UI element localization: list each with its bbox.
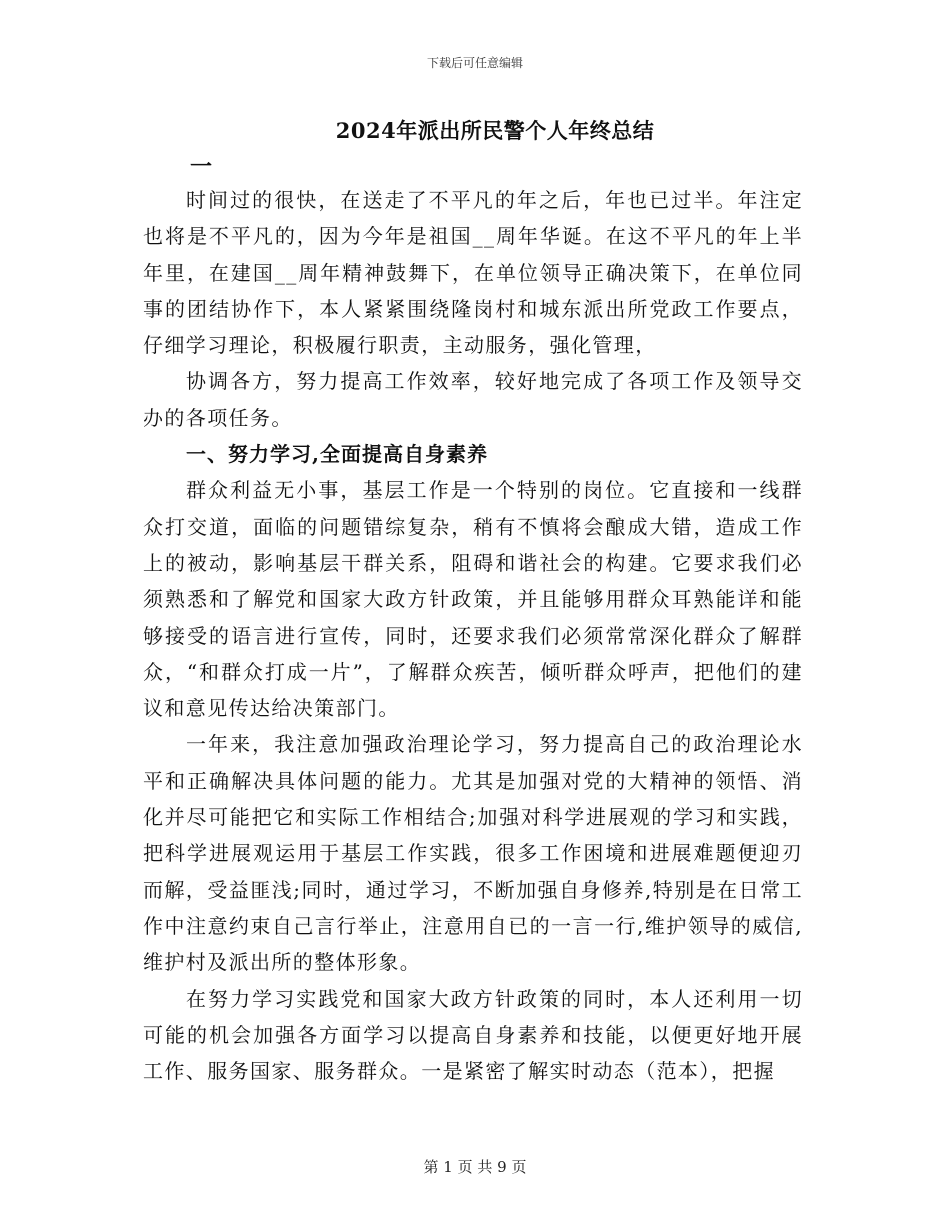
document-body <box>143 182 803 1089</box>
section-number: 一 <box>190 154 213 180</box>
header-note: 下载后可任意编辑 <box>426 56 523 70</box>
page-footer: 第 1 页 共 9 页 <box>423 1158 527 1176</box>
document-title: 2024年派出所民警个人年终总结 <box>335 118 655 143</box>
body-paragraph-2: 一年来，我注意加强政治理论学习，努力提高自己的政治理论水平和正确解决具体问题的能力。尤其是加强对党的大精神的领悟、消化并尽可能把它和实际工作相结合;加强对科学进展观的学习和实践，把科学进展观运用于基层工作实践，很多工作困境和进展难题便迎刃而解，受益匪浅;同时，通过学习，不断加强自身修养,特别是在日常工作中注意约束自己言行举止，注意用自已的一言一行,维护领导的威信,维护村及派出所的整体形象。 <box>143 732 803 975</box>
intro-paragraph-2: 协调各方，努力提高工作效率，较好地完成了各项工作及领导交办的各项任务。 <box>143 369 803 430</box>
body-paragraph-3: 在努力学习实践党和国家大政方针政策的同时，本人还利用一切可能的机会加强各方面学习以提高自身素养和技能，以便更好地开展工作、服务国家、服务群众。一是紧密了解实时动态（范本），把握 <box>143 986 803 1084</box>
section-heading: 一、努力学习,全面提高自身素养 <box>186 442 488 467</box>
intro-paragraph-1: 时间过的很快，在送走了不平凡的年之后，年也已过半。年注定也将是不平凡的，因为今年是祖国__周年华诞。在这不平凡的年上半年里，在建国__周年精神鼓舞下，在单位领导正确决策下，在单位同事的团结协作下，本人紧紧围绕隆岗村和城东派出所党政工作要点，仔细学习理论，积极履行职责，主动服务，强化管理， <box>143 188 803 358</box>
body-paragraph-1: 群众利益无小事，基层工作是一个特别的岗位。它直接和一线群众打交道，面临的问题错综复杂，稍有不慎将会酿成大错，造成工作上的被动，影响基层干群关系，阻碍和谐社会的构建。它要求我们必须熟悉和了解党和国家大政方针政策，并且能够用群众耳熟能详和能够接受的语言进行宣传，同时，还要求我们必须常常深化群众了解群众，“和群众打成一片”，了解群众疾苦，倾听群众呼声，把他们的建议和意见传达给决策部门。 <box>143 478 803 721</box>
